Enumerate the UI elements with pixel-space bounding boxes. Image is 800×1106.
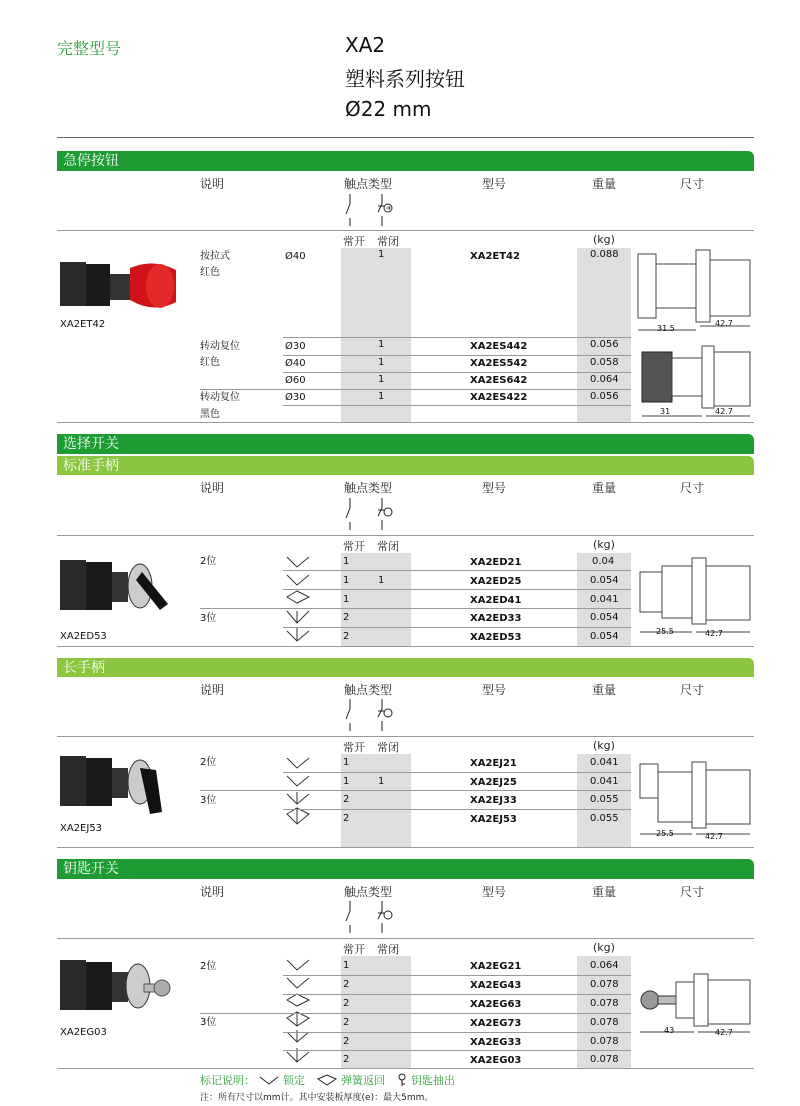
key-image-label: XA2EG03 (60, 1027, 107, 1038)
row-model: XA2EG33 (470, 1037, 522, 1048)
col-desc: 说明 (200, 177, 225, 191)
row-size: Ø40 (285, 358, 306, 369)
footnote: 注：所有尺寸以mm计。其中安装板厚度(e)：最大5mm。 (200, 1093, 434, 1103)
row-no: 1 (343, 776, 350, 787)
row-weight: 0.054 (590, 612, 619, 623)
col-contact: 触点类型 (344, 481, 393, 495)
position-label: 2位 (200, 961, 217, 972)
col-model: 型号 (482, 885, 507, 899)
contact-symbol-icon (344, 496, 394, 532)
row-model: XA2ED25 (470, 576, 522, 587)
col-no: 常开 (343, 741, 365, 754)
legend-spring: 弹簧返回 (341, 1074, 385, 1087)
col-desc: 说明 (200, 481, 225, 495)
dim-label: 31.5 (657, 324, 675, 333)
dim-label: 42.7 (705, 832, 723, 841)
row-no: 1 (343, 556, 350, 567)
row-weight: 0.078 (590, 1017, 619, 1028)
row-desc: 按拉式 (200, 251, 230, 262)
row-model: XA2ED53 (470, 632, 522, 643)
dim-label: 31 (660, 407, 671, 416)
page-title-3: Ø22 mm (345, 97, 432, 121)
col-nc: 常闭 (377, 540, 399, 553)
col-no: 常开 (343, 540, 365, 553)
row-model: XA2ES422 (470, 392, 528, 403)
section-bar-selector: 选择开关 (57, 434, 754, 454)
row-weight: 0.078 (590, 998, 619, 1009)
col-no: 常开 (343, 235, 365, 248)
key-dimension-drawing (636, 970, 754, 1036)
row-weight: 0.078 (590, 1054, 619, 1065)
row-size: Ø60 (285, 375, 306, 386)
position-label: 3位 (200, 1017, 217, 1028)
col-weight: 重量 (592, 683, 617, 697)
col-size: 尺寸 (680, 481, 705, 495)
row-weight: 0.056 (590, 339, 619, 350)
col-weight: 重量 (592, 885, 617, 899)
dim-label: 42.7 (715, 1028, 733, 1037)
row-weight: 0.078 (590, 1036, 619, 1047)
col-contact: 触点类型 (344, 885, 393, 899)
col-model: 型号 (482, 481, 507, 495)
key-switch-product-image (60, 952, 178, 1022)
row-model: XA2EG63 (470, 999, 522, 1010)
section-bar-standard: 标准手柄 (57, 456, 754, 475)
row-no: 2 (343, 1036, 350, 1047)
category-label: 完整型号 (57, 39, 122, 58)
header-divider (57, 137, 754, 138)
row-desc: 转动复位 (200, 341, 240, 352)
row-no: 2 (343, 631, 350, 642)
row-color: 黑色 (200, 409, 220, 420)
row-size: Ø30 (285, 341, 306, 352)
row-no: 1 (378, 339, 385, 350)
col-nc: 常闭 (377, 943, 399, 956)
row-model: XA2ED21 (470, 557, 522, 568)
row-no: 1 (343, 757, 350, 768)
section-bar-estop: 急停按钮 (57, 151, 754, 171)
dim-label: 42.7 (705, 629, 723, 638)
row-weight: 0.055 (590, 813, 619, 824)
row-weight: 0.055 (590, 794, 619, 805)
row-no: 1 (378, 391, 385, 402)
lock-symbol-icon (259, 1075, 279, 1085)
col-contact: 触点类型 (344, 683, 393, 697)
estop-image-label: XA2ET42 (60, 319, 106, 330)
dim-label: 42.7 (715, 319, 733, 328)
position-label: 2位 (200, 556, 217, 567)
col-desc: 说明 (200, 683, 225, 697)
key-out-icon (397, 1073, 407, 1087)
row-no: 2 (343, 979, 350, 990)
row-model: XA2EG73 (470, 1018, 522, 1029)
row-weight: 0.078 (590, 979, 619, 990)
row-no: 1 (378, 249, 385, 260)
row-no: 1 (343, 594, 350, 605)
operation-symbols-icon (285, 956, 311, 1068)
contact-symbol-icon (344, 192, 394, 228)
section-bar-long: 长手柄 (57, 658, 754, 677)
row-weight: 0.054 (590, 631, 619, 642)
col-kg: (kg) (593, 941, 615, 954)
col-nc: 常闭 (377, 741, 399, 754)
row-color: 红色 (200, 267, 220, 278)
standard-image-label: XA2ED53 (60, 631, 107, 642)
col-nc: 常闭 (377, 235, 399, 248)
long-handle-product-image (60, 748, 178, 818)
row-weight: 0.041 (590, 594, 619, 605)
estop-dimension-drawing-1 (636, 246, 754, 334)
contact-symbol-icon (344, 899, 394, 935)
row-weight: 0.056 (590, 391, 619, 402)
row-nc: 1 (378, 776, 385, 787)
section-bar-key: 钥匙开关 (57, 859, 754, 879)
col-size: 尺寸 (680, 885, 705, 899)
col-no: 常开 (343, 943, 365, 956)
row-weight: 0.064 (590, 374, 619, 385)
long-dimension-drawing (636, 758, 754, 840)
row-color: 红色 (200, 357, 220, 368)
legend-key-out: 钥匙抽出 (411, 1074, 455, 1087)
row-size: Ø30 (285, 392, 306, 403)
row-model: XA2ED41 (470, 595, 522, 606)
row-no: 2 (343, 1054, 350, 1065)
row-weight: 0.088 (590, 249, 619, 260)
standard-dimension-drawing (636, 556, 754, 638)
row-model: XA2EG21 (470, 961, 522, 972)
long-image-label: XA2EJ53 (60, 823, 103, 834)
row-no: 1 (378, 357, 385, 368)
position-label: 2位 (200, 757, 217, 768)
row-model: XA2EJ33 (470, 795, 517, 806)
dim-label: 43 (664, 1026, 675, 1035)
row-no: 1 (343, 575, 350, 586)
row-model: XA2EG03 (470, 1055, 522, 1066)
col-weight: 重量 (592, 481, 617, 495)
col-desc: 说明 (200, 885, 225, 899)
page-title-1: XA2 (345, 33, 386, 57)
col-weight: 重量 (592, 177, 617, 191)
row-weight: 0.058 (590, 357, 619, 368)
operation-symbols-icon (285, 754, 311, 828)
estop-product-image (60, 252, 178, 316)
col-kg: (kg) (593, 538, 615, 551)
row-no: 2 (343, 794, 350, 805)
row-weight: 0.04 (592, 556, 615, 567)
selector-product-image (60, 552, 178, 622)
row-model: XA2EJ25 (470, 777, 517, 788)
row-nc: 1 (378, 575, 385, 586)
row-size: Ø40 (285, 251, 306, 262)
col-contact: 触点类型 (344, 177, 393, 191)
row-model: XA2EJ21 (470, 758, 517, 769)
row-no: 2 (343, 813, 350, 824)
row-no: 1 (378, 374, 385, 385)
legend-label: 标记说明： (200, 1074, 255, 1087)
row-desc: 转动复位 (200, 392, 240, 403)
row-weight: 0.064 (590, 960, 619, 971)
row-no: 1 (343, 960, 350, 971)
row-model: XA2ES642 (470, 375, 528, 386)
row-model: XA2ES542 (470, 358, 528, 369)
legend (200, 1072, 455, 1088)
col-kg: (kg) (593, 233, 615, 246)
row-weight: 0.041 (590, 776, 619, 787)
row-model: XA2EJ53 (470, 814, 517, 825)
row-model: XA2ED33 (470, 613, 522, 624)
col-model: 型号 (482, 683, 507, 697)
dim-label: 25.5 (656, 829, 674, 838)
col-size: 尺寸 (680, 177, 705, 191)
dim-label: 25.5 (656, 627, 674, 636)
row-model: XA2EG43 (470, 980, 522, 991)
position-label: 3位 (200, 613, 217, 624)
col-kg: (kg) (593, 739, 615, 752)
estop-dimension-drawing-2 (636, 340, 754, 422)
row-no: 2 (343, 612, 350, 623)
position-label: 3位 (200, 795, 217, 806)
row-model: XA2ET42 (470, 251, 520, 262)
operation-symbols-icon (285, 553, 311, 645)
contact-symbol-icon (344, 697, 394, 733)
legend-lock: 锁定 (283, 1074, 305, 1087)
col-model: 型号 (482, 177, 507, 191)
row-no: 2 (343, 1017, 350, 1028)
dim-label: 42.7 (715, 407, 733, 416)
spring-return-icon (317, 1074, 337, 1086)
row-model: XA2ES442 (470, 341, 528, 352)
row-no: 2 (343, 998, 350, 1009)
page-title-2: 塑料系列按钮 (345, 67, 465, 91)
row-weight: 0.054 (590, 575, 619, 586)
row-weight: 0.041 (590, 757, 619, 768)
col-size: 尺寸 (680, 683, 705, 697)
